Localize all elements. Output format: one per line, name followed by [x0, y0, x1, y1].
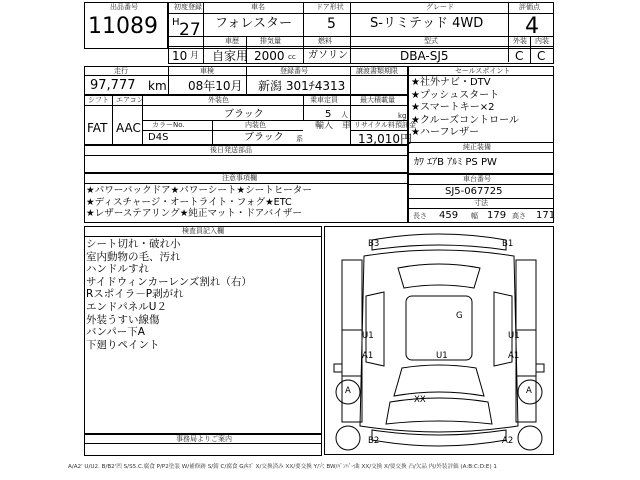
list-item: 室内動物の毛、汚れ	[86, 250, 181, 263]
plate-label: 登録番号	[280, 67, 308, 75]
notes-list	[86, 185, 312, 220]
list-item: サイドウィンカーレンズ割れ（右）	[86, 275, 252, 288]
mark-a1-left: A1	[362, 351, 374, 361]
model-name-label: 車名	[251, 3, 265, 11]
mark-a-right: A	[526, 386, 532, 396]
list-item: 下廻りペイント	[86, 338, 160, 351]
displacement-label: 排気量	[260, 37, 281, 45]
color: ブラック	[224, 109, 264, 120]
doors: 5	[327, 16, 336, 32]
mark-u1-center: U1	[436, 351, 448, 361]
inspection-date: 08年10月	[188, 79, 243, 93]
mark-u1-right: U1	[508, 331, 520, 341]
mileage-unit: km	[148, 79, 167, 93]
aircon-label: エアコン	[116, 96, 144, 104]
int-grade: C	[537, 49, 546, 63]
inspection-list	[86, 238, 252, 351]
model-code: DBA-SJ5	[400, 49, 449, 63]
capacity: 5	[325, 109, 332, 120]
reg-year: 27	[179, 20, 201, 40]
score: 4	[525, 14, 539, 39]
mileage: 97,777	[90, 78, 136, 93]
list-item: 外装うすい線傷	[86, 313, 160, 326]
color-no-label: カラーNo.	[152, 121, 185, 129]
chassis-label: 車台番号	[463, 175, 491, 183]
interior-suffix: 系	[296, 135, 303, 143]
aircon: AAC	[116, 121, 141, 135]
height-label: 高さ	[512, 212, 526, 220]
mark-g: G	[456, 311, 463, 321]
length-value: 459	[439, 210, 459, 221]
fuel: ガソリン	[308, 50, 348, 61]
list-item: ★クルーズコントロール	[411, 114, 519, 126]
damage-map	[324, 226, 554, 455]
inspection-label: 検査員記入欄	[182, 227, 224, 235]
cc-unit: cc	[288, 53, 296, 61]
list-item: ★ハーフレザー	[411, 127, 480, 138]
chassis-number: SJ5-067725	[445, 186, 503, 197]
list-item: ★レザーステアリング★純正マット・ドアバイザー	[86, 208, 302, 220]
lot-no-label: 出品番号	[110, 3, 138, 11]
first-reg-label: 初度登録	[174, 3, 202, 11]
list-item: ★社外ナビ・DTV	[411, 77, 491, 88]
int-label: 内装	[535, 37, 549, 45]
load-label: 最大積載量	[360, 96, 395, 104]
parts-label: 後日発送部品	[210, 146, 252, 154]
list-item: ★スマートキー×2	[411, 102, 495, 113]
mark-b3: B3	[368, 239, 380, 249]
list-item: ハンドルすれ	[86, 263, 149, 276]
list-item: エンドパネルU２	[86, 300, 167, 313]
width-label: 幅	[471, 212, 478, 220]
height-value: 171	[536, 210, 556, 221]
score-label: 評価点	[519, 3, 540, 11]
import-label: 輸入	[315, 121, 334, 131]
inspection-date-label: 車検	[200, 67, 214, 75]
model-name: フォレスター	[215, 16, 292, 31]
sale-points-label: セールスポイント	[455, 67, 511, 75]
lot-no: 11089	[88, 14, 158, 39]
recycle-fee-label: リサイクル料預託金	[354, 121, 417, 129]
sale-points-list	[411, 77, 519, 140]
interior-color: ブラック	[244, 132, 284, 143]
fuel-label: 燃料	[318, 37, 332, 45]
list-item: Rスポイラ－P剥がれ	[86, 288, 184, 301]
grade: S-リミテッド 4WD	[370, 16, 484, 31]
list-item: ★ディスチャージ・オートライト・フォグ★ETC	[86, 196, 292, 208]
list-item: ★パワーバックドア★パワーシート★シートヒーター	[86, 185, 312, 196]
transfer-deadline-label: 譲渡書類期限	[356, 67, 398, 75]
displacement: 2000	[254, 49, 285, 63]
shift: FAT	[87, 121, 108, 135]
interior-color-label: 内装色	[245, 121, 266, 129]
equipment: ｶﾜ ｴｱB ｱﾙﾐ PS PW	[414, 157, 497, 168]
mark-a2: A2	[502, 436, 514, 446]
import-unit: 車	[342, 121, 352, 131]
plate: 新潟 301ﾁ4313	[258, 79, 346, 93]
month-unit: 月	[190, 51, 200, 61]
category: 自家用	[212, 49, 249, 63]
ext-grade: C	[515, 49, 524, 63]
legend-footer: A/A2' U/U2. B/B2'凹 S/S5.C.腐食 P/P2塗装 W/補修跡 S/錆 C/腐食 G/ｷｽﾞ X/交換済み XX/要交換 Y/穴 BW/ﾊﾞﾝﾊﾟｰ曲 XX/交換 X/要交換 凸/欠品 内/外装評価 (A:B:C:D:E) 1	[68, 464, 497, 470]
category-label: 車歴	[225, 37, 239, 45]
doors-label: ドア形状	[316, 3, 344, 11]
reg-month: 10	[172, 49, 188, 63]
mark-b2: B2	[368, 436, 380, 446]
mark-u1-left: U1	[362, 331, 374, 341]
grade-label: グレード	[426, 3, 454, 11]
color-label: 外装色	[208, 96, 229, 104]
shift-label: シフト	[88, 96, 109, 104]
mark-b1: B1	[502, 239, 514, 249]
era-prefix: H	[172, 17, 180, 28]
recycle-fee: 13,010円	[358, 132, 412, 146]
list-item: シート切れ・破れ小	[86, 238, 181, 250]
capacity-label: 乗車定員	[310, 96, 338, 104]
list-item: バンパー下A	[86, 326, 145, 339]
notes-label: 注意事項欄	[222, 174, 257, 182]
office-notes-label: 事務局よりご案内	[176, 435, 232, 443]
list-item: ★プッシュスタート	[411, 89, 500, 101]
ext-label: 外装	[513, 37, 527, 45]
length-label: 長さ	[413, 212, 427, 220]
model-code-label: 型式	[424, 37, 438, 45]
capacity-unit: 人	[341, 111, 348, 119]
mark-a-left: A	[345, 386, 351, 396]
mark-a1-right: A1	[508, 351, 520, 361]
color-no: D4S	[148, 132, 169, 143]
size-label: 寸法	[474, 199, 488, 207]
load-unit: kg	[398, 112, 407, 120]
width-value: 179	[487, 210, 507, 221]
mileage-label: 走行	[114, 67, 128, 75]
mark-xx: XX	[414, 395, 426, 405]
equipment-label: 純正装備	[463, 143, 491, 151]
